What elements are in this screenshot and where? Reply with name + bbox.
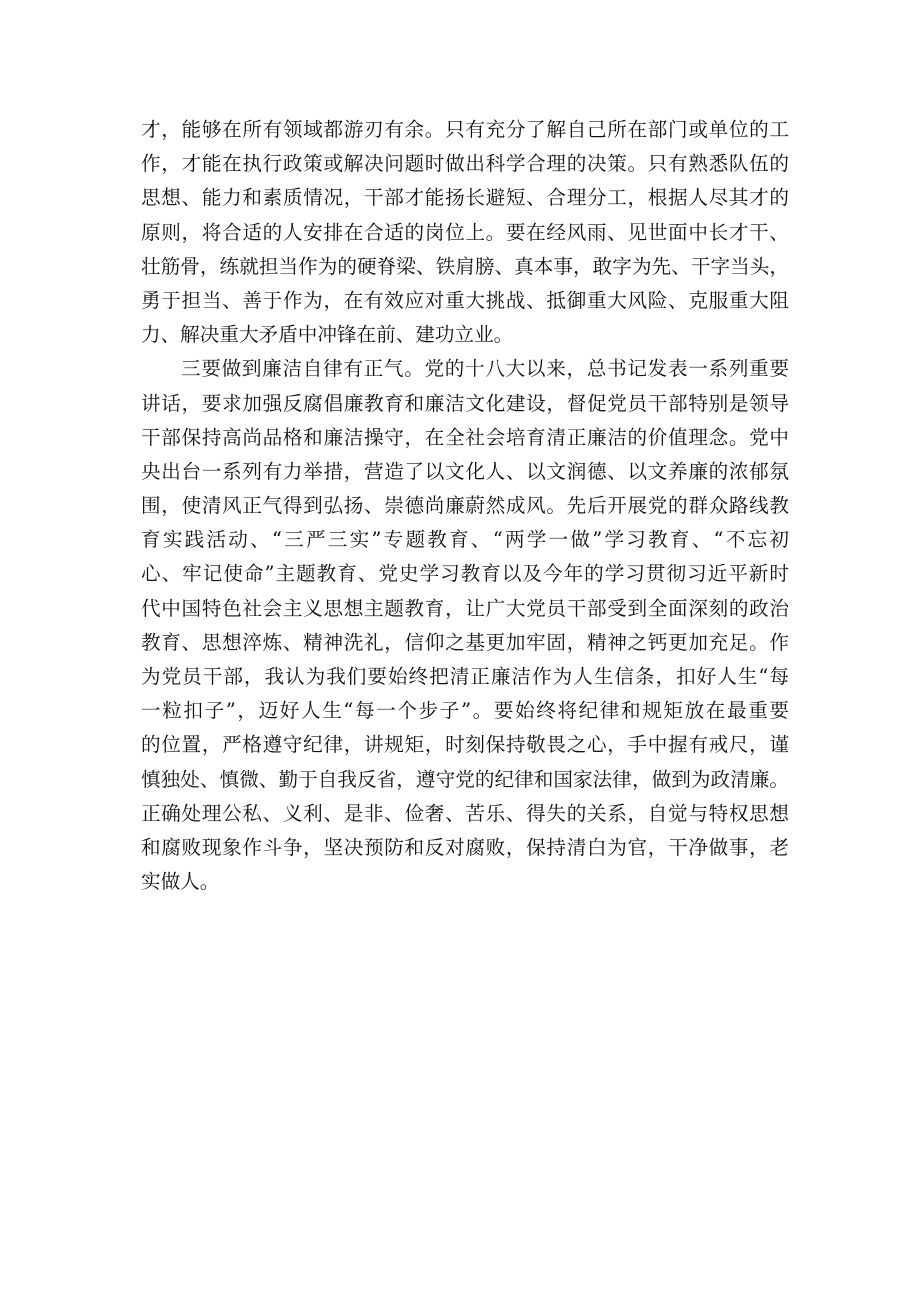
text-line: 勇于担当、善于作为，在有效应对重大挑战、抵御重大风险、克服重大阻 <box>141 288 789 312</box>
text-line: 作，才能在执行政策或解决问题时做出科学合理的决策。只有熟悉队伍的 <box>141 152 789 176</box>
text-line: 壮筋骨，练就担当作为的硬脊梁、铁肩膀、真本事，敢字为先、干字当头， <box>141 254 789 278</box>
document-body <box>141 113 789 899</box>
text-line: 才，能够在所有领域都游刃有余。只有充分了解自己所在部门或单位的工 <box>141 118 789 141</box>
text-line: 力、解决重大矛盾中冲锋在前、建功立业。 <box>141 323 514 347</box>
text-line: 慎独处、慎微、勤于自我反省，遵守党的纪律和国家法律，做到为政清廉。 <box>141 767 789 791</box>
paragraph-1 <box>141 113 789 352</box>
text-line: 央出台一系列有力举措，营造了以文化人、以文润德、以文养廉的浓郁氛 <box>141 459 789 483</box>
text-line: 代中国特色社会主义思想主题教育，让广大党员干部受到全面深刻的政治 <box>141 596 789 620</box>
text-line: 育实践活动、“三严三实”专题教育、“两学一做”学习教育、“不忘初 <box>141 528 789 552</box>
text-line: 讲话，要求加强反腐倡廉教育和廉洁文化建设，督促党员干部特别是领导 <box>141 391 789 415</box>
text-line: 为党员干部，我认为我们要始终把清正廉洁作为人生信条，扣好人生“每 <box>141 665 789 688</box>
text-line: 原则，将合适的人安排在合适的岗位上。要在经风雨、见世面中长才干、 <box>141 220 789 244</box>
text-line: 思想、能力和素质情况，干部才能扬长避短、合理分工，根据人尽其才的 <box>141 186 789 210</box>
text-line: 和腐败现象作斗争，坚决预防和反对腐败，保持清白为官，干净做事，老 <box>141 835 789 859</box>
text-line: 干部保持高尚品格和廉洁操守，在全社会培育清正廉洁的价值理念。党中 <box>141 425 789 449</box>
text-line: 教育、思想淬炼、精神洗礼，信仰之基更加牢固，精神之钙更加充足。作 <box>141 630 789 654</box>
text-line: 正确处理公私、义利、是非、俭奢、苦乐、得失的关系，自觉与特权思想 <box>141 801 789 825</box>
text-line: 围，使清风正气得到弘扬、崇德尚廉蔚然成风。先后开展党的群众路线教 <box>141 494 789 518</box>
text-line: 的位置，严格遵守纪律，讲规矩，时刻保持敬畏之心，手中握有戒尺，谨 <box>141 733 789 757</box>
paragraph-2 <box>141 352 789 899</box>
text-line: 心、牢记使命”主题教育、党史学习教育以及今年的学习贯彻习近平新时 <box>141 562 789 586</box>
text-line: 三要做到廉洁自律有正气。党的十八大以来，总书记发表一系列重要 <box>181 357 789 381</box>
text-line: 实做人。 <box>141 870 220 894</box>
text-line: 一粒扣子”，迈好人生“每一个步子”。要始终将纪律和规矩放在最重要 <box>141 699 789 723</box>
